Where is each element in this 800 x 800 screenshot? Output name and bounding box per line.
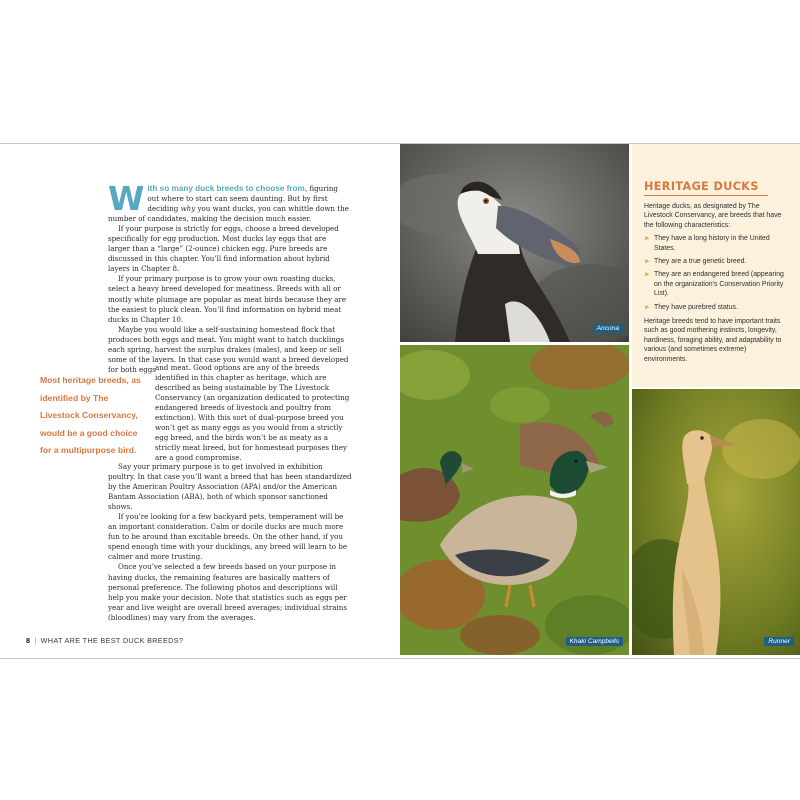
heritage-ducks-sidebar — [632, 144, 800, 387]
opening-paragraph: With so many duck breeds to choose from, figuring out where to start can seem daunting. But by first deciding why you want ducks, you can whittle down the number of candidates, making the decision much easier. — [108, 179, 349, 224]
khaki-caption: Khaki Campbells — [566, 637, 623, 646]
list-item: ► They have a long history in the United States. — [644, 235, 770, 252]
paragraph-eggs: If your purpose is strictly for eggs, choose a breed developed specifically for egg production. Most ducks lay eggs that are larger than a “large” (2-ounce) chicken egg. Pure breeds are discussed in this chapter. You’ll find information about hybrid layers in Chapter 8. — [108, 224, 339, 274]
left-page — [0, 144, 400, 658]
paragraph-meat: If your primary purpose is to grow your own roasting ducks, select a heavy breed developed for meatiness. Breeds with all or mostly white plumage are popular as meat birds because they are the easiest to pluck clean. You’ll find information on hybrid meat ducks in Chapter 10. — [108, 274, 347, 324]
sidebar-outro: Heritage breeds tend to have important traits such as good mothering instincts, longevity, hardiness, foraging ability, and adaptability to various (and sometimes extreme) environments. — [644, 318, 782, 363]
runner-duck-photo — [632, 389, 800, 655]
sidebar-body — [644, 202, 790, 364]
paragraph-pets: If you’re looking for a few backyard pets, temperament will be an important consideration. Calm or docile ducks are much more fun to be around than excitable breeds. On the other hand, if you spend enough time with your ducklings, any breed will learn to be calmer and more trusting. — [108, 512, 348, 562]
book-spread — [0, 143, 800, 659]
bullet-arrow-icon: ► — [644, 235, 651, 243]
list-item: ► They are an endangered breed (appearing on the organization’s Conservation Priority List). — [644, 271, 784, 298]
paragraph-homestead: Maybe you would like a self-sustaining homestead flock that produces both eggs and meat. You might want to hatch ducklings each spring, harvest the surplus drakes (males), and keep or sell some of the layers. In that case you would want a breed developed for both eggs — [108, 324, 349, 374]
paragraph-selection: Once you’ve selected a few breeds based on your purpose in having ducks, the remaining features are basically matters of personal preference. The following photos and descriptions will help you make your decision. Note that statistics such as eggs per year and live weight are overall breed averages; individual strains (bloodlines) may vary from the averages. — [108, 562, 347, 622]
body-text-column-wrap — [155, 363, 351, 463]
paragraph-homestead-continued: and meat. Good options are any of the breeds identified in this chapter as heritage, which are described as being sustainable by The Livestock Conservancy (an organization dedicated to protecting endangered breeds of livestock and poultry from extinction). With this sort of dual-purpose breed you won’t get as many eggs as you would from a strictly egg breed, and the birds won’t be as meaty as a strictly meat breed, but for homestead purposes they are a good compromise. — [155, 363, 350, 463]
list-item: ► They are a true genetic breed. — [644, 258, 747, 266]
runner-duck-illustration — [632, 389, 800, 655]
khaki-campbell-ducks-illustration — [400, 345, 629, 655]
pull-quote: Most heritage breeds, as identified by The Livestock Conservancy, would be a good choice for a multipurpose bird. — [40, 375, 141, 456]
bullet-arrow-icon: ► — [644, 271, 651, 279]
paragraph-exhibition: Say your primary purpose is to get involved in exhibition poultry. In that case you’ll want a breed that has been standardized by the American Poultry Association (APA) and/or the American Bantam Association (ABA), both of which sponsor sanctioned shows. — [108, 462, 352, 512]
running-head: WHAT ARE THE BEST DUCK BREEDS? — [40, 636, 184, 645]
ancona-duck-illustration — [400, 144, 629, 342]
sidebar-title-rule — [644, 195, 768, 196]
footer-separator: | — [34, 636, 37, 645]
sidebar-title: HERITAGE DUCKS — [644, 180, 759, 193]
ancona-duck-photo — [400, 144, 629, 342]
runner-caption: Runner — [764, 637, 794, 646]
ancona-caption: Ancona — [593, 324, 623, 333]
sidebar-intro: Heritage ducks, as designated by The Livestock Conservancy, are breeds that have the following characteristics: — [644, 203, 782, 229]
page-number: 8 — [26, 636, 31, 645]
list-item: ► They have purebred status. — [644, 303, 738, 311]
heritage-criteria-list — [644, 234, 790, 312]
bullet-arrow-icon: ► — [644, 258, 651, 266]
lead-in-text: ith so many duck breeds to choose from, — [147, 184, 308, 193]
drop-cap: W — [108, 179, 145, 218]
khaki-campbell-ducks-photo — [400, 345, 629, 655]
body-text-column-top — [108, 179, 350, 375]
page-footer — [26, 636, 183, 645]
bullet-arrow-icon: ► — [644, 303, 651, 311]
body-text-column-bottom — [108, 462, 352, 623]
